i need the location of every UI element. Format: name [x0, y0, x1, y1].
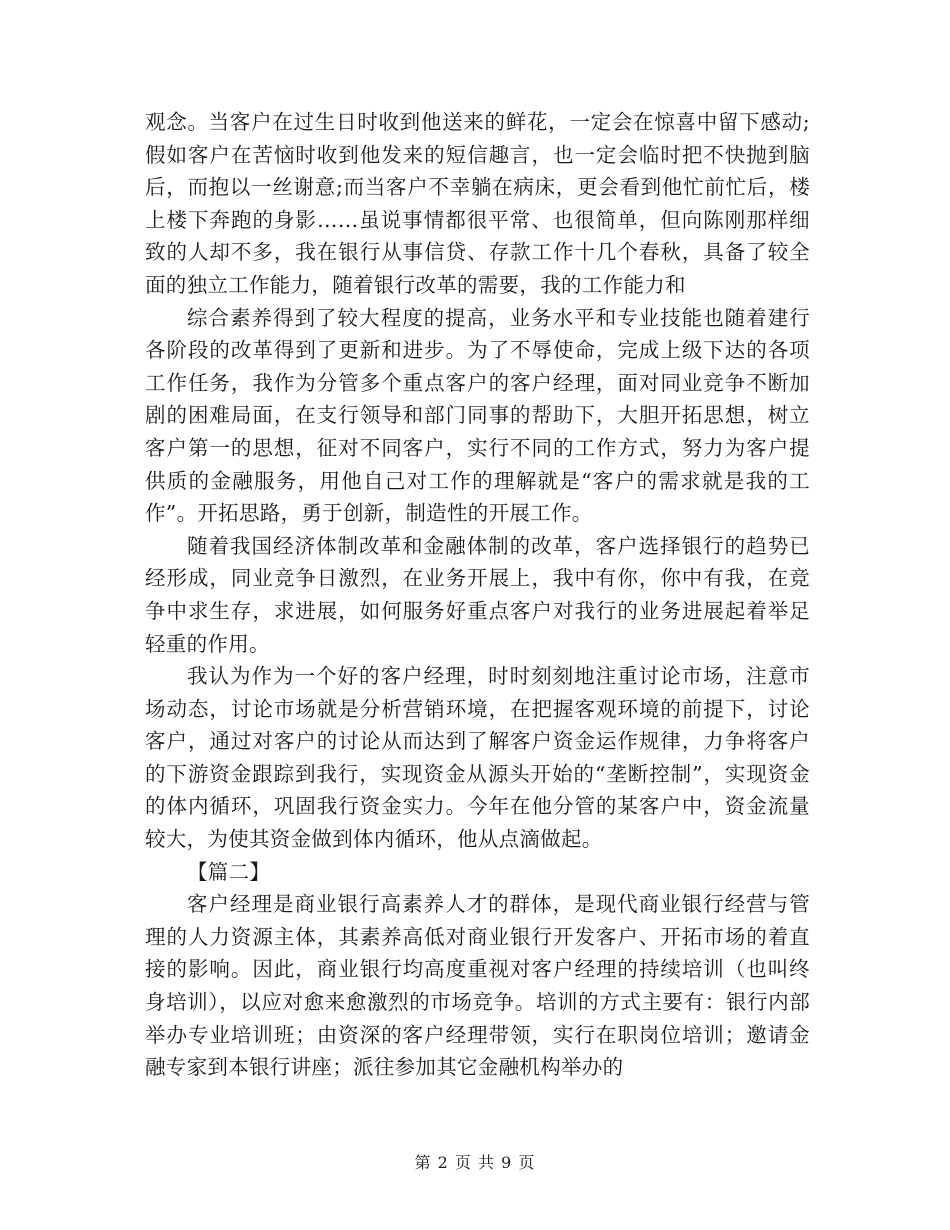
paragraph-5: 客户经理是商业银行高素养人才的群体，是现代商业银行经营与管理的人力资源主体，其素养高低对商业银行开发客户、开拓市场的着直接的影响。因此，商业银行均高度重视对客户经理的持续培训（也叫终身培训），以应对愈来愈激烈的市场竞争。培训的方式主要有：银行内部举办专业培训班；由资深的客户经理带领，实行在职岗位培训；邀请金融专家到本银行讲座；派往参加其它金融机构举办的 — [145, 892, 810, 1080]
paragraph-2: 综合素养得到了较大程度的提高，业务水平和专业技能也随着建行各阶段的改革得到了更新和进步。为了不辱使命，完成上级下达的各项工作任务，我作为分管多个重点客户的客户经理，面对同业竞争不断加剧的困难局面，在支行领导和部门同事的帮助下，大胆开拓思想，树立客户第一的思想，征对不同客户，实行不同的工作方式，努力为客户提供质的金融服务，用他自己对工作的理解就是“客户的需求就是我的工作”。开拓思路，勇于创新，制造性的开展工作。 — [145, 305, 810, 526]
document-body — [145, 106, 810, 1084]
paragraph-4: 我认为作为一个好的客户经理，时时刻刻地注重讨论市场，注意市场动态，讨论市场就是分析营销环境，在把握客观环境的前提下，讨论客户，通过对客户的讨论从而达到了解客户资金运作规律，力争将客户的下游资金跟踪到我行，实现资金从源头开始的“垄断控制”，实现资金的体内循环，巩固我行资金实力。今年在他分管的某客户中，资金流量较大，为使其资金做到体内循环，他从点滴做起。 — [145, 664, 810, 852]
paragraph-3: 随着我国经济体制改革和金融体制的改革，客户选择银行的趋势已经形成，同业竞争日激烈，在业务开展上，我中有你，你中有我，在竞争中求生存，求进展，如何服务好重点客户对我行的业务进展起着举足轻重的作用。 — [145, 533, 810, 656]
paragraph-1: 观念。当客户在过生日时收到他送来的鲜花，一定会在惊喜中留下感动;假如客户在苦恼时收到他发来的短信趣言，也一定会临时把不快抛到脑后，而抱以一丝谢意;而当客户不幸躺在病床，更会看到他忙前忙后，楼上楼下奔跑的身影……虽说事情都很平常、也很简单，但向陈刚那样细致的人却不多，我在银行从事信贷、存款工作十几个春秋，具备了较全面的独立工作能力，随着银行改革的需要，我的工作能力和 — [145, 110, 810, 297]
page-number-footer: 第 2 页 共 9 页 — [414, 1153, 536, 1172]
section-heading: 【篇二】 — [187, 859, 271, 884]
